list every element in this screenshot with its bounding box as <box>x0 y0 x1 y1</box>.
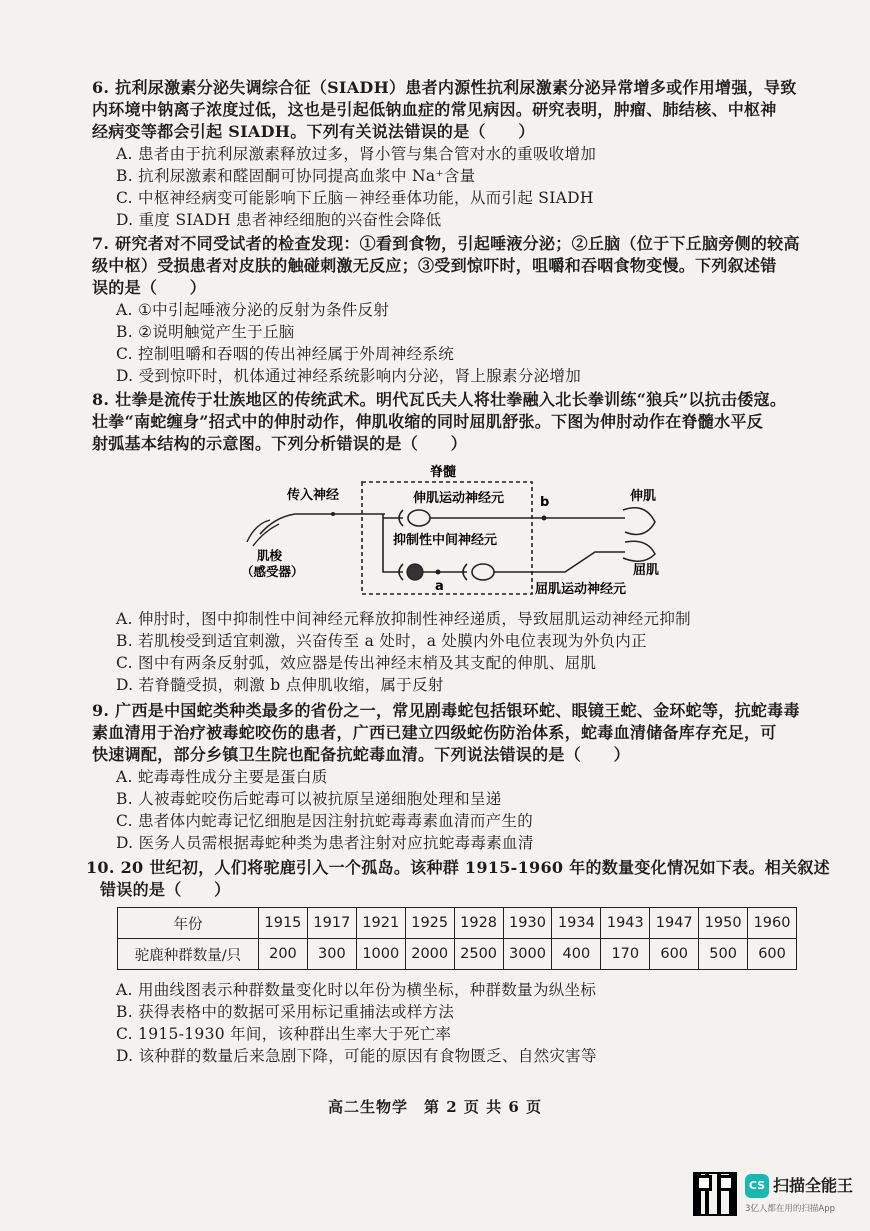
question-8-stem <box>92 389 812 455</box>
table-cell: 400 <box>552 939 601 970</box>
table-cell: 200 <box>259 939 308 970</box>
table-cell: 600 <box>650 939 699 970</box>
spinal-cord-label: 脊髓 <box>429 465 457 480</box>
table-cell: 2000 <box>405 939 454 970</box>
stem-line: 6. 抗利尿激素分泌失调综合征（SIADH）患者内源性抗利尿激素分泌异常增多或作用增强，导致 <box>92 78 797 97</box>
table-cell: 1928 <box>454 908 503 939</box>
table-cell: 2500 <box>454 939 503 970</box>
option-a: A. 伸肘时，图中抑制性中间神经元释放抑制性神经递质，导致屈肌运动神经元抑制 <box>116 610 691 628</box>
table-cell: 1960 <box>748 908 797 939</box>
question-7-stem <box>92 233 812 299</box>
stem-line: 7. 研究者对不同受试者的检查发现：①看到食物，引起唾液分泌；②丘脑（位于下丘脑旁侧的较高 <box>92 234 800 253</box>
option-c: C. 控制咀嚼和吞咽的传出神经属于外周神经系统 <box>116 345 455 363</box>
stem-line: 级中枢）受损患者对皮肤的触碰刺激无反应；③受到惊吓时，咀嚼和吞咽食物变慢。下列叙述错 <box>92 256 777 275</box>
option-c: C. 中枢神经病变可能影响下丘脑－神经垂体功能，从而引起 SIADH <box>116 189 594 207</box>
stem-line: 误的是（ ） <box>92 278 207 297</box>
table-cell: 1917 <box>307 908 356 939</box>
page-footer: 高二生物学 第 2 页 共 6 页 <box>328 1098 542 1116</box>
flexor-motor-neuron-body <box>472 564 494 580</box>
stem-line: 壮拳“南蛇缠身”招式中的伸肘动作，伸肌收缩的同时屈肌舒张。下图为伸肘动作在脊髓水平反 <box>92 412 764 431</box>
point-a-dot <box>436 570 441 575</box>
nerve-dot <box>331 512 335 516</box>
table-cell: 300 <box>307 939 356 970</box>
stem-line: 快速调配，部分乡镇卫生院也配备抗蛇毒血清。下列说法错误的是（ ） <box>92 745 630 764</box>
inhibitory-neuron-body <box>407 564 423 580</box>
stem-line: 内环境中钠离子浓度过低，这也是引起低钠血症的常见病因。研究表明，肿瘤、肺结核、中枢神 <box>92 100 777 119</box>
option-a: A. 用曲线图表示种群数量变化时以年份为横坐标，种群数量为纵坐标 <box>116 981 597 999</box>
option-b: B. 若肌梭受到适宜刺激，兴奋传至 a 处时，a 处膜内外电位表现为外负内正 <box>116 632 647 650</box>
option-d: D. 若脊髓受损，刺激 b 点伸肌收缩，属于反射 <box>116 676 444 694</box>
qr-code-icon <box>693 1172 737 1216</box>
table-cell: 1925 <box>405 908 454 939</box>
option-a: A. ①中引起唾液分泌的反射为条件反射 <box>116 301 390 319</box>
table-row-years <box>118 908 797 939</box>
stem-line: 8. 壮拳是流传于壮族地区的传统武术。明代瓦氏夫人将壮拳融入北长拳训练“狼兵”以抗击倭寇。 <box>92 390 787 409</box>
table-cell: 1947 <box>650 908 699 939</box>
question-7 <box>92 233 812 387</box>
stem-line: 素血清用于治疗被毒蛇咬伤的患者，广西已建立四级蛇伤防治体系，蛇毒血清储备库存充足，可 <box>92 723 777 742</box>
point-b-dot <box>542 516 547 521</box>
table-cell: 1950 <box>699 908 748 939</box>
question-10-options <box>92 979 812 1067</box>
inhibitory-label: 抑制性中间神经元 <box>393 533 498 548</box>
point-a-label: a <box>435 579 444 594</box>
watermark-title: 扫描全能王 <box>773 1176 854 1195</box>
flexor-motor-label: 屈肌运动神经元 <box>535 582 627 597</box>
option-d: D. 受到惊吓时，机体通过神经系统影响内分泌，肾上腺素分泌增加 <box>116 367 582 385</box>
muscle-spindle-fibers <box>247 520 279 546</box>
spindle-label-2: （感受器） <box>241 564 304 579</box>
option-a: A. 蛇毒毒性成分主要是蛋白质 <box>116 768 328 786</box>
reflex-arc-diagram <box>235 462 685 600</box>
option-c: C. 患者体内蛇毒记忆细胞是因注射抗蛇毒毒素血清而产生的 <box>116 812 534 830</box>
table-cell: 1000 <box>356 939 405 970</box>
flexor-label: 屈肌 <box>633 563 660 578</box>
camscanner-logo-icon: CS <box>745 1174 769 1198</box>
arm-muscles <box>623 508 655 561</box>
afferent-label: 传入神经 <box>287 488 340 503</box>
question-8 <box>92 389 812 455</box>
option-b: B. 抗利尿激素和醛固酮可协同提高血浆中 Na⁺含量 <box>116 167 476 185</box>
option-d: D. 该种群的数量后来急剧下降，可能的原因有食物匮乏、自然灾害等 <box>116 1047 597 1065</box>
question-10-stem <box>86 857 830 901</box>
extensor-motor-label: 伸肌运动神经元 <box>413 491 505 506</box>
question-6 <box>92 77 812 231</box>
table-cell: 600 <box>748 939 797 970</box>
option-d: D. 医务人员需根据毒蛇种类为患者注射对应抗蛇毒毒素血清 <box>116 834 534 852</box>
option-c: C. 图中有两条反射弧，效应器是传出神经末梢及其支配的伸肌、屈肌 <box>116 654 597 672</box>
watermark-subtitle: 3亿人都在用的扫描App <box>745 1204 836 1214</box>
stem-line: 10. 20 世纪初，人们将驼鹿引入一个孤岛。该种群 1915-1960 年的数量变化情况如下表。相关叙述 <box>86 858 830 877</box>
question-8-options <box>92 608 812 696</box>
scanner-watermark <box>693 1170 853 1220</box>
table-cell: 1915 <box>259 908 308 939</box>
option-b: B. ②说明触觉产生于丘脑 <box>116 323 295 341</box>
table-row-counts <box>118 939 797 970</box>
question-9-stem <box>92 700 812 766</box>
moose-population-table <box>117 907 797 970</box>
option-b: B. 获得表格中的数据可采用标记重捕法或样方法 <box>116 1003 455 1021</box>
question-10 <box>86 857 830 901</box>
spindle-label-1: 肌梭 <box>257 548 283 563</box>
table-header-count: 驼鹿种群数量/只 <box>118 939 259 970</box>
option-c: C. 1915-1930 年间，该种群出生率大于死亡率 <box>116 1025 452 1043</box>
stem-line: 经病变等都会引起 SIADH。下列有关说法错误的是（ ） <box>92 122 535 141</box>
extensor-motor-neuron-body <box>408 510 430 526</box>
table-header-year: 年份 <box>118 908 259 939</box>
question-9 <box>92 700 812 854</box>
option-d: D. 重度 SIADH 患者神经细胞的兴奋性会降低 <box>116 211 442 229</box>
table-cell: 1921 <box>356 908 405 939</box>
stem-line: 射弧基本结构的示意图。下列分析错误的是（ ） <box>92 434 467 453</box>
table-cell: 1930 <box>503 908 552 939</box>
flexor-motor-axon <box>494 552 625 572</box>
table-cell: 170 <box>601 939 650 970</box>
table-cell: 3000 <box>503 939 552 970</box>
option-a: A. 患者由于抗利尿激素释放过多，肾小管与集合管对水的重吸收增加 <box>116 145 597 163</box>
point-b-label: b <box>540 495 550 510</box>
extensor-label: 伸肌 <box>630 489 657 504</box>
option-b: B. 人被毒蛇咬伤后蛇毒可以被抗原呈递细胞处理和呈递 <box>116 790 502 808</box>
table-cell: 1934 <box>552 908 601 939</box>
table-cell: 1943 <box>601 908 650 939</box>
stem-line: 9. 广西是中国蛇类种类最多的省份之一，常见剧毒蛇包括银环蛇、眼镜王蛇、金环蛇等，抗蛇毒毒 <box>92 701 800 720</box>
question-6-stem <box>92 77 812 143</box>
stem-line: 错误的是（ ） <box>100 880 231 899</box>
table-cell: 500 <box>699 939 748 970</box>
